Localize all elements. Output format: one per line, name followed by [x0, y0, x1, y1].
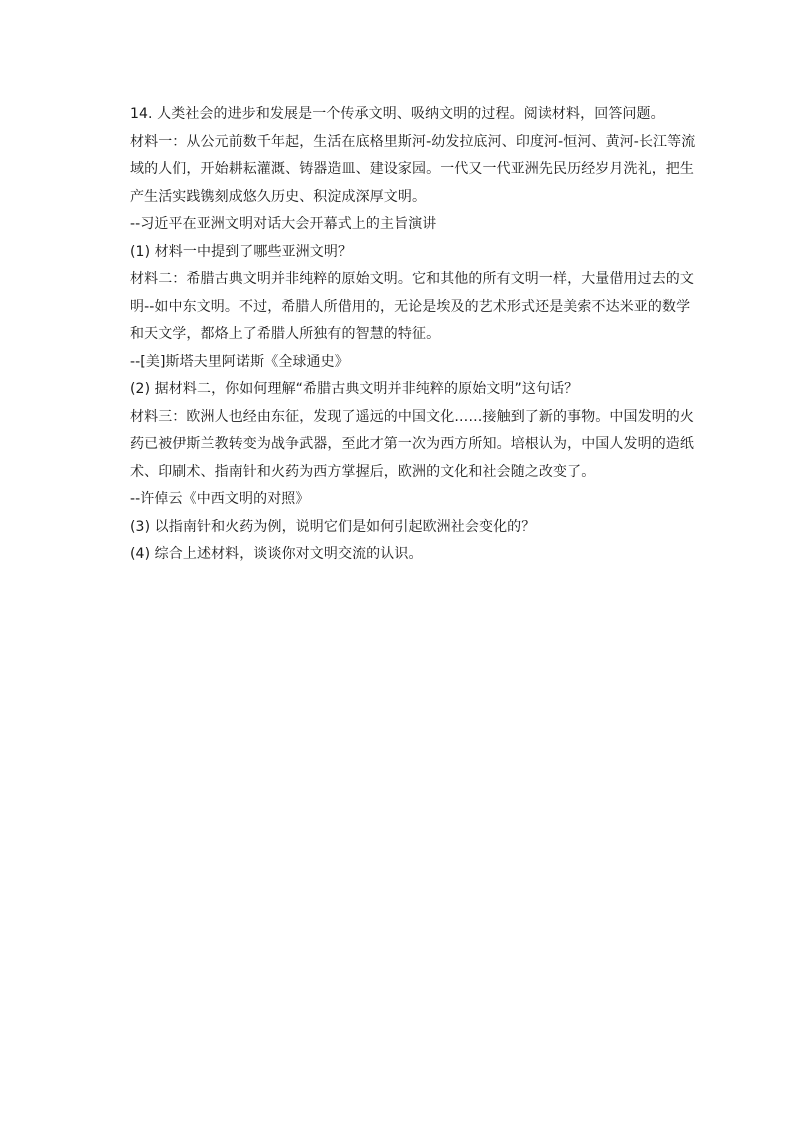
- sub-question-1: (1) 材料一中提到了哪些亚洲文明？: [130, 243, 353, 260]
- material1-source: --习近平在亚洲文明对话大会开幕式上的主旨演讲: [130, 216, 437, 232]
- material3-line: 药已被伊斯兰教转变为战争武器，至此才第一次为西方所知。培根认为，中国人发明的造纸: [130, 436, 694, 452]
- material2-source: --[美]斯塔夫里阿诺斯《全球通史》: [130, 353, 349, 370]
- material2-line: 和天文学，都烙上了希腊人所独有的智慧的特征。: [130, 326, 441, 342]
- material2-line: 材料二：希腊古典文明并非纯粹的原始文明。它和其他的所有文明一样，大量借用过去的文: [130, 271, 694, 287]
- material1-line: 产生活实践镌刻成悠久历史、积淀成深厚文明。: [130, 188, 427, 205]
- material3-line: 术、印刷术、指南针和火药为西方掌握后，欧洲的文化和社会随之改变了。: [130, 463, 596, 480]
- material3-line: 材料三：欧洲人也经由东征，发现了遥远的中国文化……接触到了新的事物。中国发明的火: [130, 408, 694, 425]
- material2-line: 明--如中东文明。不过，希腊人所借用的，无论是埃及的艺术形式还是美索不达米亚的数学: [130, 298, 691, 315]
- sub-question-3: (3) 以指南针和火药为例，说明它们是如何引起欧洲社会变化的？: [130, 518, 536, 535]
- question-block: [130, 101, 696, 569]
- material3-source: --许倬云《中西文明的对照》: [130, 491, 310, 507]
- material1-line: 域的人们，开始耕耘灌溉、铸器造皿、建设家园。一代又一代亚洲先民历经岁月洗礼，把生: [130, 161, 694, 177]
- sub-question-2: (2) 据材料二，你如何理解“希腊古典文明并非纯粹的原始文明”这句话？: [130, 381, 579, 397]
- material1-line: 材料一：从公元前数千年起，生活在底格里斯河-幼发拉底河、印度河-恒河、黄河-长江等流: [130, 133, 696, 150]
- question-stem: 14. 人类社会的进步和发展是一个传承文明、吸纳文明的过程。阅读材料，回答问题。: [130, 106, 665, 122]
- sub-question-4: (4) 综合上述材料，谈谈你对文明交流的认识。: [130, 546, 423, 562]
